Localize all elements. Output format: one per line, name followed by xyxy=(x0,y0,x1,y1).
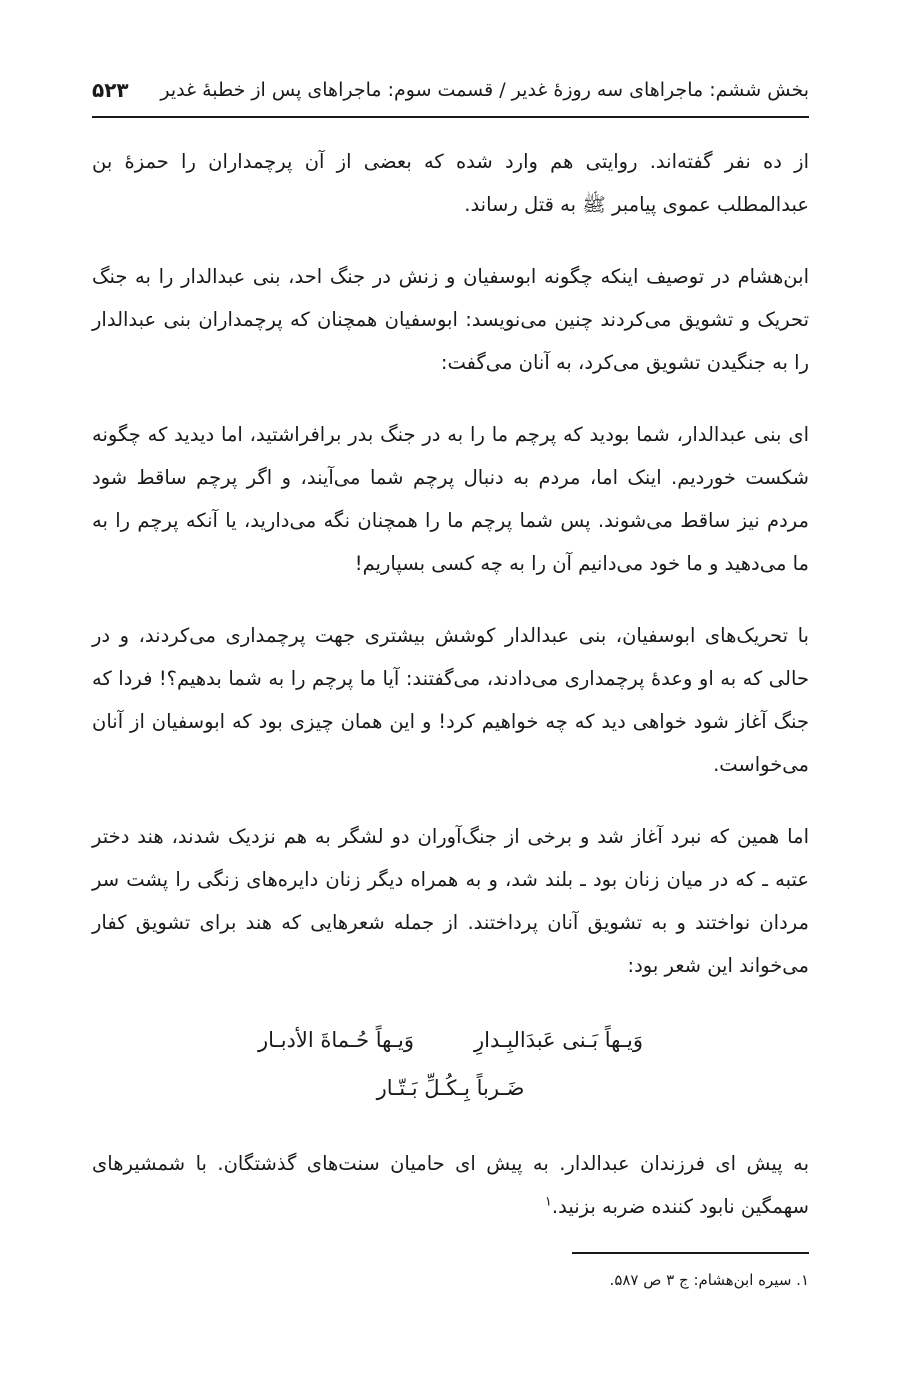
poem-hemistich-left: وَیـهاً حُـماةَ الأدبـار xyxy=(258,1028,414,1052)
running-title: بخش ششم: ماجراهای سه روزهٔ غدیر / قسمت سوم: ماجراهای پس از خطبهٔ غدیر xyxy=(160,79,809,101)
paragraph-1: از ده نفر گفته‌اند. روایتی هم وارد شده که بعضی از آن پرچمداران را حمزهٔ بن عبدالمطلب عموی پیامبر ﷺ به قتل رساند. xyxy=(92,150,809,216)
paragraph-2: ابن‌هشام در توصیف اینکه چگونه ابوسفیان و زنش در جنگ احد، بنی عبدالدار را به جنگ تحریک و تشویق می‌کردند چنین می‌نویسد: ابوسفیان همچنان که پرچمداران بنی عبدالدار را به جنگیدن تشویق می‌کرد، به آنان می‌گفت: xyxy=(92,265,809,374)
footnote-divider xyxy=(572,1252,809,1254)
paragraph-5: اما همین که نبرد آغاز شد و برخی از جنگ‌آوران دو لشگر به هم نزدیک شدند، هند دختر عتبه ـ که در میان زنان بود ـ بلند شد، و به همراه دیگر زنان دایره‌های زنگی را پشت سر مردان نواختند و به تشویق آنان پرداختند. از جمله شعرهایی که هند برای تشویق کفار می‌خواند این شعر بود: xyxy=(92,825,809,977)
poem-line-2 xyxy=(92,1064,809,1112)
footnote: ۱. سیره ابن‌هشام: ج ۳ ص ۵۸۷. xyxy=(609,1271,809,1289)
paragraph-6-text: به پیش ای فرزندان عبدالدار. به پیش ای حامیان سنت‌های گذشتگان. با شمشیرهای سهمگین نابود کننده ضربه بزنید. xyxy=(92,1152,809,1218)
paragraph-6 xyxy=(92,1142,809,1228)
paragraph-3: ای بنی عبدالدار، شما بودید که پرچم ما را به در جنگ بدر برافراشتید، اما دیدید که چگونه شکست خوردیم. اینک اما، مردم به دنبال پرچم شما می‌آیند، و اگر پرچم ساقط شود مردم نیز ساقط می‌شوند. پس شما پرچم ما را همچنان نگه می‌دارید، یا آنکه پرچم را به ما می‌دهید و ما خود می‌دانیم آن را به چه کسی بسپاریم! xyxy=(92,423,809,575)
paragraph-4: با تحریک‌های ابوسفیان، بنی عبدالدار کوشش بیشتری جهت پرچمداری می‌کردند، و در حالی که به او وعدهٔ پرچمداری می‌دادند، می‌گفتند: آیا ما پرچم را به شما بدهیم؟! فردا که جنگ آغاز شود خواهی دید که چه خواهیم کرد! و این همان چیزی بود که ابوسفیان از آنان می‌خواست. xyxy=(92,624,809,776)
poem-hemistich-right: وَیـهاً بَـنی عَبدَالبِـدارِ xyxy=(473,1028,643,1052)
footnote-marker[interactable]: ۱ xyxy=(544,1194,552,1210)
header-divider xyxy=(92,116,809,118)
page-header xyxy=(92,70,809,110)
poem-line-1 xyxy=(92,1016,809,1064)
body-text xyxy=(92,140,809,1257)
poem xyxy=(92,1016,809,1112)
page-number: ۵۲۳ xyxy=(92,78,129,102)
poem-hemistich-single: ضَـرباً بِـکُـلِّ بَـتّـار xyxy=(376,1076,525,1100)
